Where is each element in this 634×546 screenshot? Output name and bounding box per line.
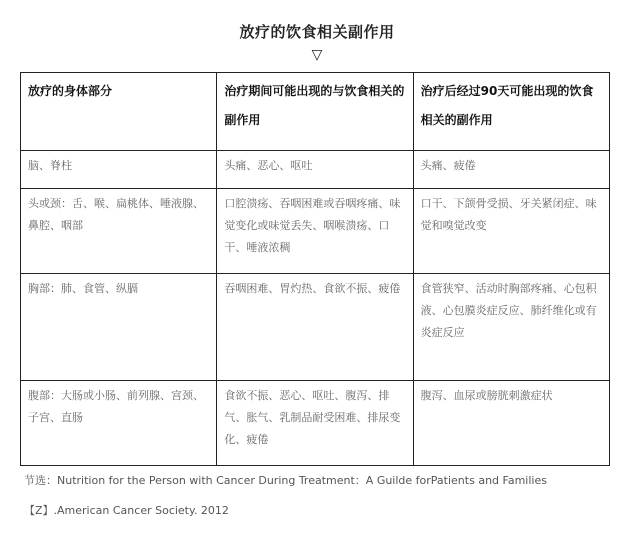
table-cell: 头或颈：舌、喉、扁桃体、唾液腺、鼻腔、咽部 [21,189,217,274]
table-row [21,151,610,189]
table-header-row [21,73,610,151]
table-cell: 口腔溃疡、吞咽困难或吞咽疼痛、味觉变化或味觉丢失、咽喉溃疡、口干、唾液浓稠 [217,189,413,274]
side-effects-table [20,72,610,466]
table-cell: 食管狭窄、活动时胸部疼痛、心包积液、心包膜炎症反应、肺纤维化或有炎症反应 [413,274,609,381]
table-cell: 头痛、疲倦 [413,151,609,189]
source-note: 节选：Nutrition for the Person with Cancer During Treatment：A Guilde forPatients and Families [24,474,547,487]
down-triangle-icon: ▽ [311,47,323,63]
table-cell: 食欲不振、恶心、呕吐、腹泻、排气、胀气、乳制品耐受困难、排尿变化、疲倦 [217,381,413,466]
table-cell: 腹部：大肠或小肠、前列腺、宫颈、子宫、直肠 [21,381,217,466]
table-row [21,274,610,381]
table-cell: 口干、下颌骨受损、牙关紧闭症、味觉和嗅觉改变 [413,189,609,274]
citation-note: 【Z】.American Cancer Society. 2012 [24,504,229,517]
column-header-after-90-days: 治疗后经过90天可能出现的饮食相关的副作用 [413,73,609,151]
table-row [21,381,610,466]
table-row [21,189,610,274]
table-cell: 脑、脊柱 [21,151,217,189]
column-header-body-part: 放疗的身体部分 [21,73,217,151]
document-title: 放疗的饮食相关副作用 [239,23,395,41]
table-cell: 胸部：肺、食管、纵膈 [21,274,217,381]
column-header-during-treatment: 治疗期间可能出现的与饮食相关的副作用 [217,73,413,151]
table-cell: 腹泻、血尿或膀胱刺激症状 [413,381,609,466]
table-cell: 吞咽困难、胃灼热、食欲不振、疲倦 [217,274,413,381]
table-cell: 头痛、恶心、呕吐 [217,151,413,189]
